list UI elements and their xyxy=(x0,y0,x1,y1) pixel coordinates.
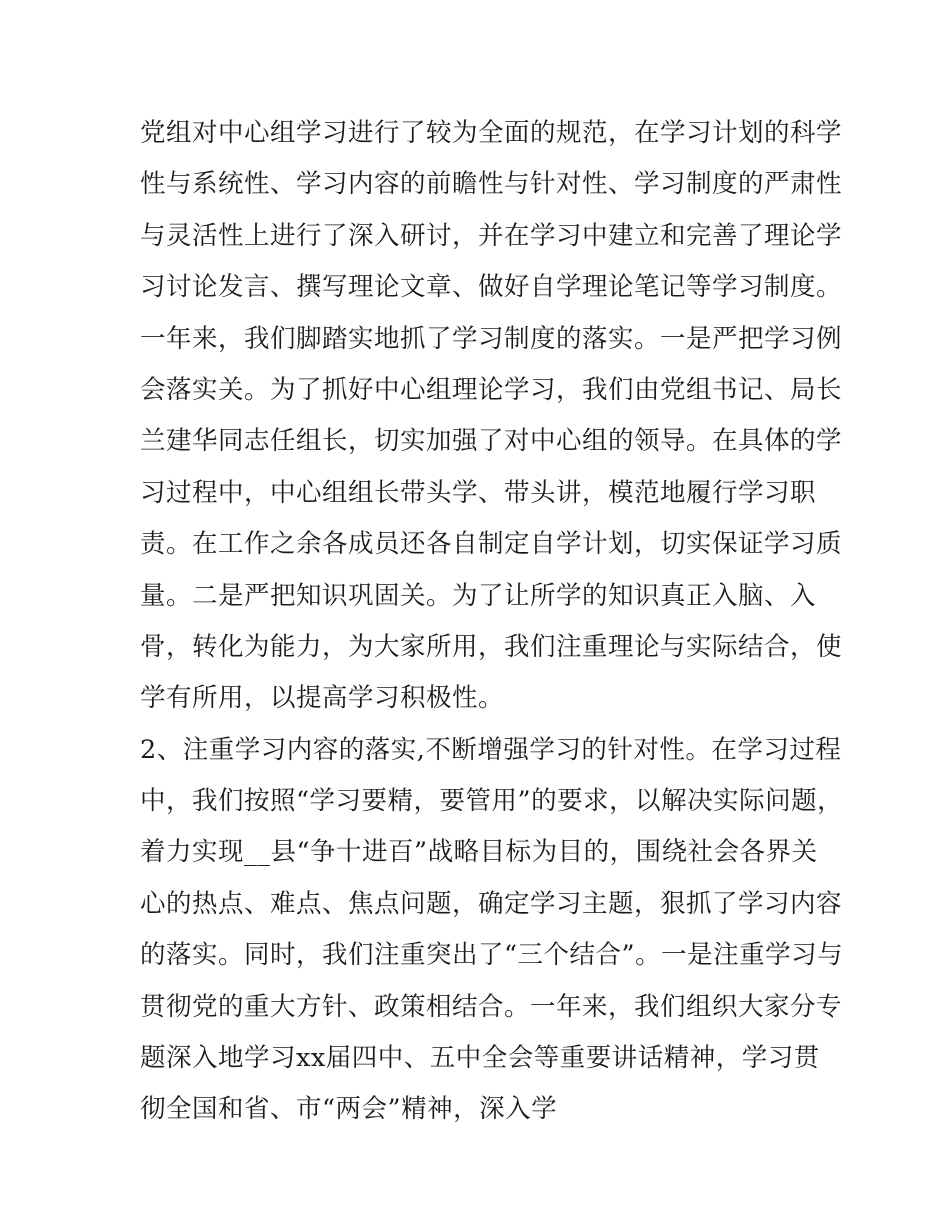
text-line: 中，我们按照“学习要精，要管用”的要求，以解决实际问题， xyxy=(140,786,844,817)
text-line: 学有所用，以提高学习积极性。 xyxy=(140,683,505,714)
text-line: 骨，转化为能力，为大家所用，我们注重理论与实际结合，使 xyxy=(140,631,843,662)
text-line: 习讨论发言、撰写理论文章、做好自学理论笔记等学习制度。 xyxy=(140,272,843,303)
text-line: 彻全国和省、市“两会”精神，深入学 xyxy=(140,1094,558,1125)
text-line: 题深入地学习xx届四中、五中全会等重要讲话精神，学习贯 xyxy=(140,1043,820,1074)
text-line: 兰建华同志任组长，切实加强了对中心组的领导。在具体的学 xyxy=(140,426,843,457)
text-line: 2、注重学习内容的落实,不断增强学习的针对性。在学习过程 xyxy=(140,734,842,765)
text-line: 习过程中，中心组组长带头学、带头讲，模范地履行学习职 xyxy=(140,477,817,508)
text-line: 贯彻党的重大方针、政策相结合。一年来，我们组织大家分专 xyxy=(140,991,843,1022)
text-line: 与灵活性上进行了深入研讨，并在学习中建立和完善了理论学 xyxy=(140,220,843,251)
text-line: 性与系统性、学习内容的前瞻性与针对性、学习制度的严肃性 xyxy=(140,169,843,200)
text-line: 的落实。同时，我们注重突出了“三个结合”。一是注重学习与 xyxy=(140,940,844,971)
text-line: 着力实现__县“争十进百”战略目标为目的，围绕社会各界关 xyxy=(140,837,818,868)
text-line: 一年来，我们脚踏实地抓了学习制度的落实。一是严把学习例 xyxy=(140,323,843,354)
document-body xyxy=(140,108,844,1136)
text-line: 量。二是严把知识巩固关。为了让所学的知识真正入脑、入 xyxy=(140,580,817,611)
text-line: 责。在工作之余各成员还各自制定自学计划，切实保证学习质 xyxy=(140,529,843,560)
text-line: 会落实关。为了抓好中心组理论学习，我们由党组书记、局长 xyxy=(140,374,843,405)
text-line: 党组对中心组学习进行了较为全面的规范，在学习计划的科学 xyxy=(140,118,843,148)
text-line: 心的热点、难点、焦点问题，确定学习主题，狠抓了学习内容 xyxy=(140,888,843,919)
